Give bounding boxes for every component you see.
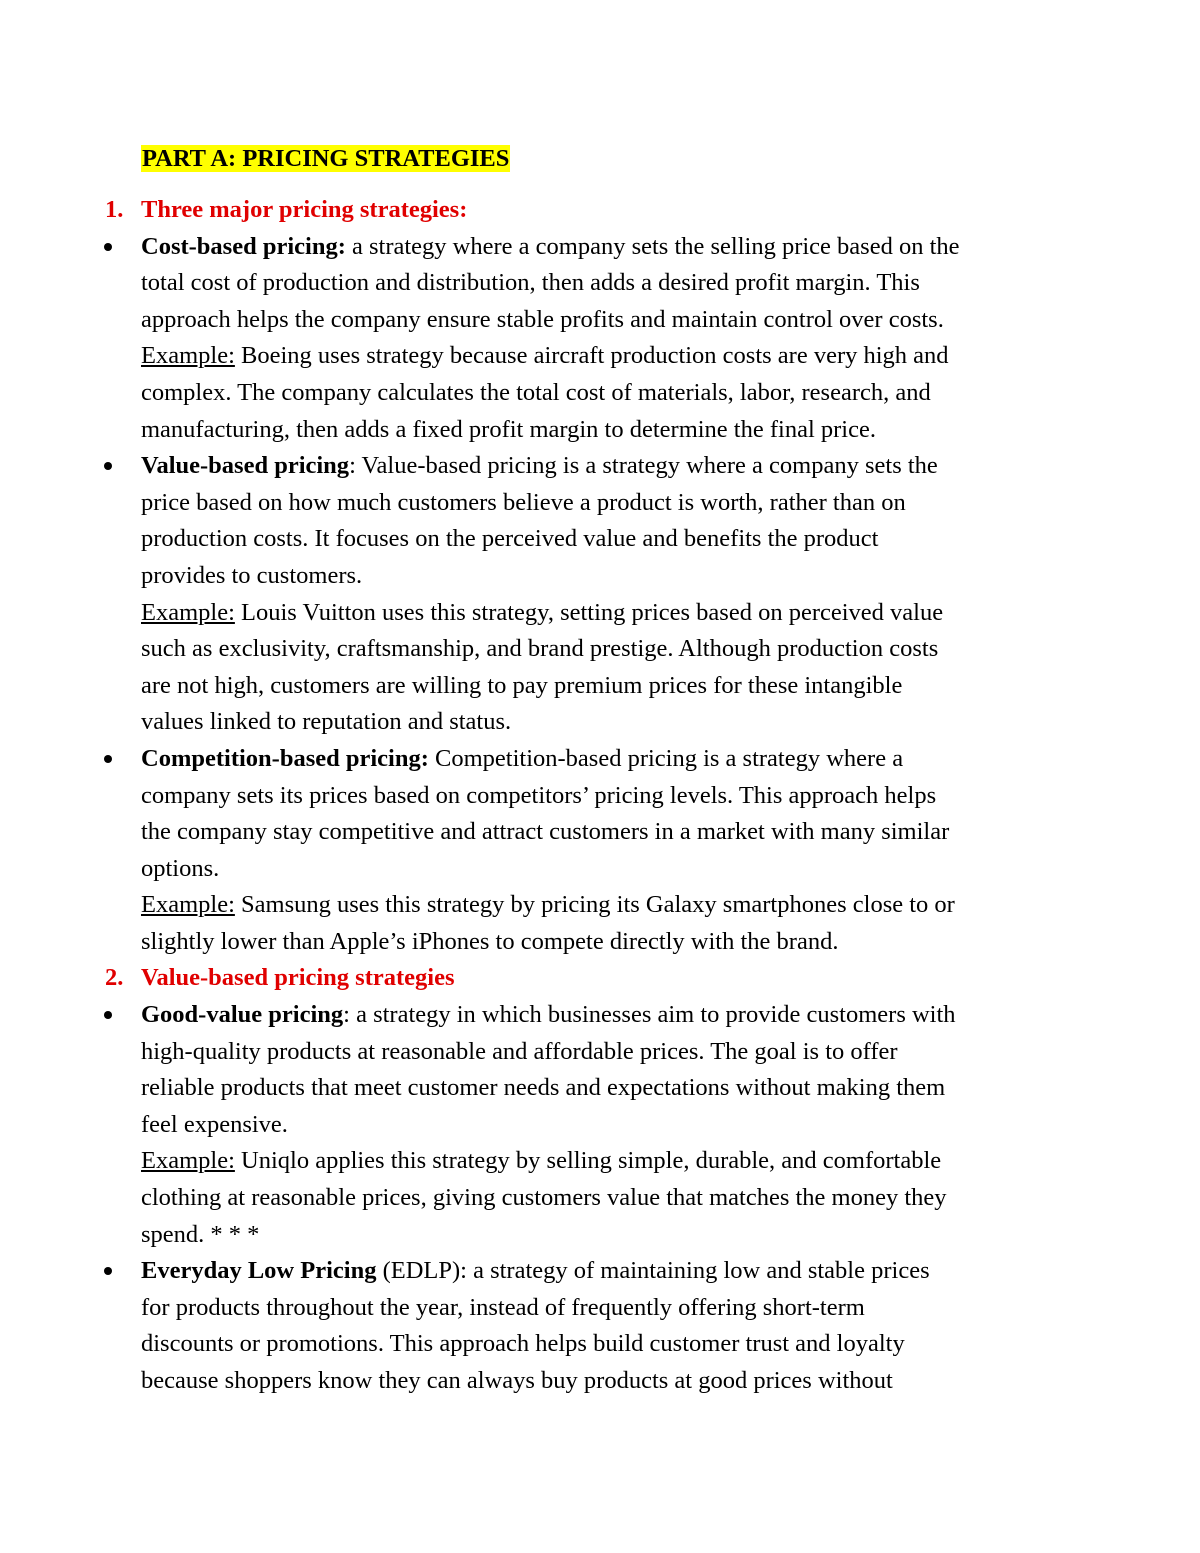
- section-heading-1: [0, 192, 1200, 229]
- document-body: [0, 192, 1200, 1400]
- term: Value-based pricing: [141, 452, 350, 480]
- bullet-icon: [104, 1011, 112, 1019]
- bullet-icon: [104, 1267, 112, 1275]
- list-item-value-based: Value-based pricing: Value-based pricing is a strategy where a company sets the price based on how much customers believe a product is worth, rather than on production costs. It focuses on the perceived value and benefits the product provides to customers. Example: Louis Vuitton uses this strategy, setting prices based on perceived value such as exclusivity, craftsmanship, and brand prestige. Although production costs are not high, customers are willing to pay premium prices for these intangible values linked to reputation and status.: [0, 448, 1200, 741]
- example-label: Example:: [141, 342, 235, 370]
- section-number: 1.: [105, 196, 124, 223]
- term: Everyday Low Pricing: [141, 1257, 377, 1285]
- section-number: 2.: [105, 964, 124, 992]
- section-heading-2: [0, 960, 1200, 997]
- bullet-icon: [104, 243, 112, 251]
- section-heading-text: Three major pricing strategies:: [141, 196, 468, 223]
- term: Good-value pricing: [141, 1001, 344, 1029]
- highlighted-title: PART A: PRICING STRATEGIES: [142, 145, 510, 172]
- term: Cost-based pricing:: [141, 232, 346, 260]
- bullet-icon: [104, 462, 112, 470]
- bullet-icon: [104, 755, 112, 763]
- term: Competition-based pricing:: [141, 744, 429, 772]
- example-label: Example:: [141, 598, 235, 626]
- list-item-edlp: Everyday Low Pricing (EDLP): a strategy of maintaining low and stable prices for products throughout the year, instead of frequently offering short-term discounts or promotions. This approach helps build customer trust and loyalty because shoppers know they can always buy products at good prices without: [0, 1253, 1200, 1399]
- list-item-cost-based: Cost-based pricing: a strategy where a company sets the selling price based on the total cost of production and distribution, then adds a desired profit margin. This approach helps the company ensure stable profits and maintain control over costs. Example: Boeing uses strategy because aircraft production costs are very high and complex. The company calculates the total cost of materials, labor, research, and manufacturing, then adds a fixed profit margin to determine the final price.: [0, 229, 1200, 449]
- page-title: [141, 142, 510, 176]
- section-heading-text: Value-based pricing strategies: [141, 964, 455, 992]
- example-label: Example:: [141, 891, 235, 919]
- example-label: Example:: [141, 1147, 235, 1175]
- list-item-competition-based: Competition-based pricing: Competition-based pricing is a strategy where a company sets its prices based on competitors’ pricing levels. This approach helps the company stay competitive and attract customers in a market with many similar options. Example: Samsung uses this strategy by pricing its Galaxy smartphones close to or slightly lower than Apple’s iPhones to compete directly with the brand.: [0, 741, 1200, 961]
- list-item-good-value: Good-value pricing: a strategy in which businesses aim to provide customers with high-quality products at reasonable and affordable prices. The goal is to offer reliable products that meet customer needs and expectations without making them feel expensive. Example: Uniqlo applies this strategy by selling simple, durable, and comfortable clothing at reasonable prices, giving customers value that matches the money they spend. * * *: [0, 997, 1200, 1253]
